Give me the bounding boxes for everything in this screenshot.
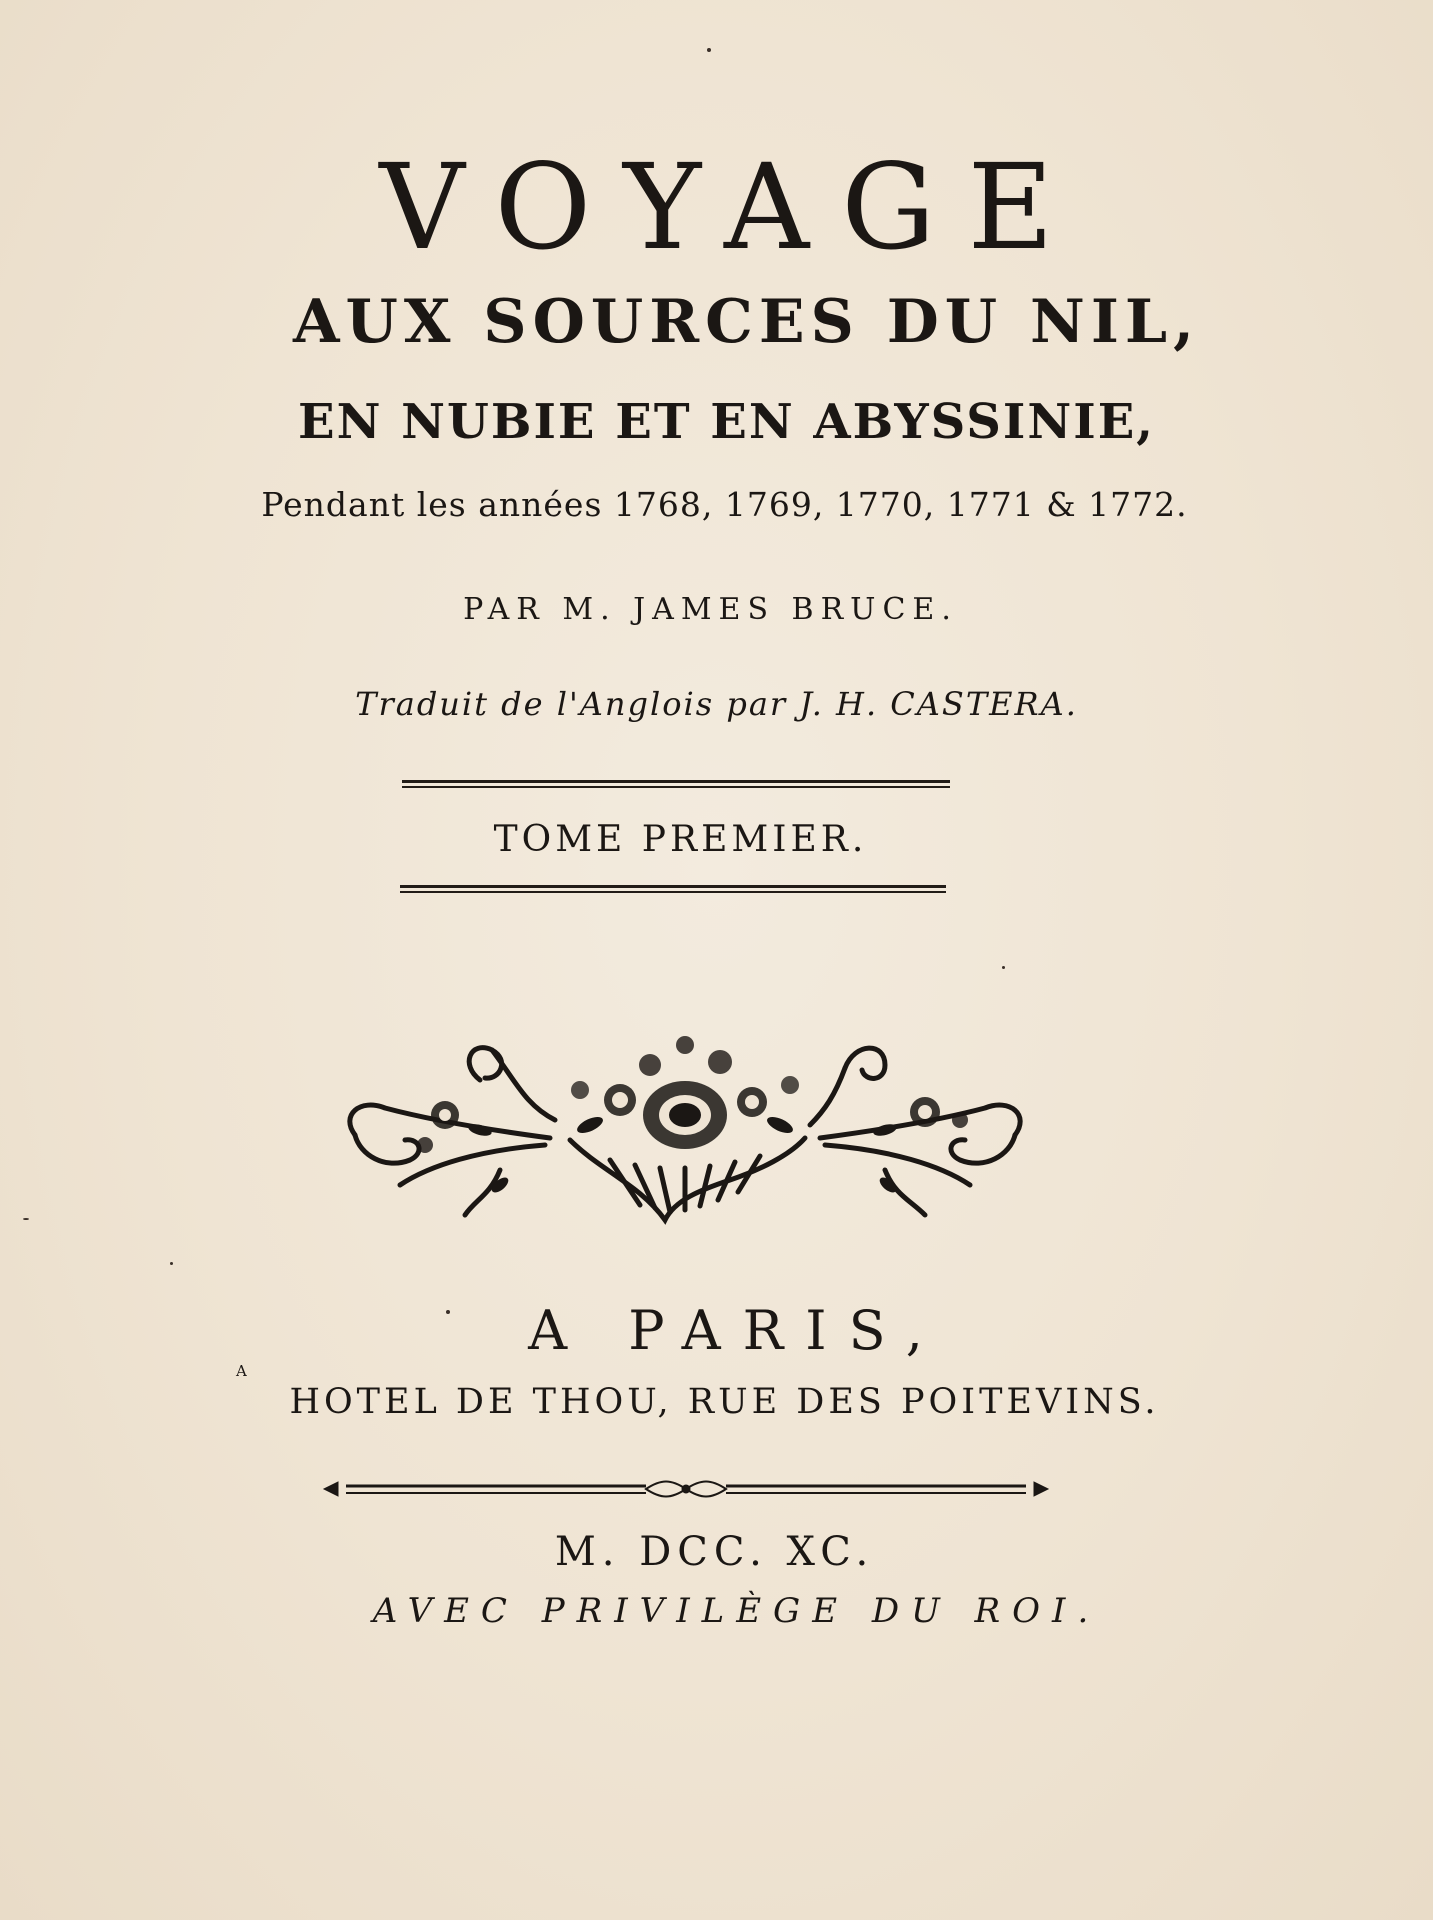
subtitle-line-2: EN NUBIE ET EN ABYSSINIE, xyxy=(298,394,1155,450)
imprint-address: HOTEL DE THOU, RUE DES POITEVINS. xyxy=(289,1382,1160,1422)
travel-period: Pendant les années 1768, 1769, 1770, 1771 & 1772. xyxy=(261,485,1188,524)
publication-date: M. DCC. XC. xyxy=(554,1529,875,1575)
decorative-rule xyxy=(316,1476,1056,1504)
double-rule-top xyxy=(402,780,950,788)
paper-speck xyxy=(170,1262,173,1265)
paper-speck xyxy=(446,1310,450,1314)
volume-label: TOME PREMIER. xyxy=(493,819,868,860)
imprint-city: A PARIS, xyxy=(528,1299,945,1362)
subtitle-line-1: AUX SOURCES DU NIL, xyxy=(292,287,1201,357)
floral-cartouche-ornament xyxy=(340,1020,1030,1230)
author-line: PAR M. JAMES BRUCE. xyxy=(463,592,958,627)
translator-line: Traduit de l'Anglois par J. H. CASTERA. xyxy=(355,685,1078,723)
accent-mark: A xyxy=(236,1362,247,1380)
double-rule-bottom xyxy=(400,885,946,893)
paper-speck xyxy=(707,48,711,52)
royal-privilege: AVEC PRIVILÈGE DU ROI. xyxy=(372,1591,1101,1631)
paper-speck xyxy=(1002,966,1005,969)
book-title: VOYAGE xyxy=(379,138,1086,276)
paper-speck xyxy=(23,1218,29,1220)
